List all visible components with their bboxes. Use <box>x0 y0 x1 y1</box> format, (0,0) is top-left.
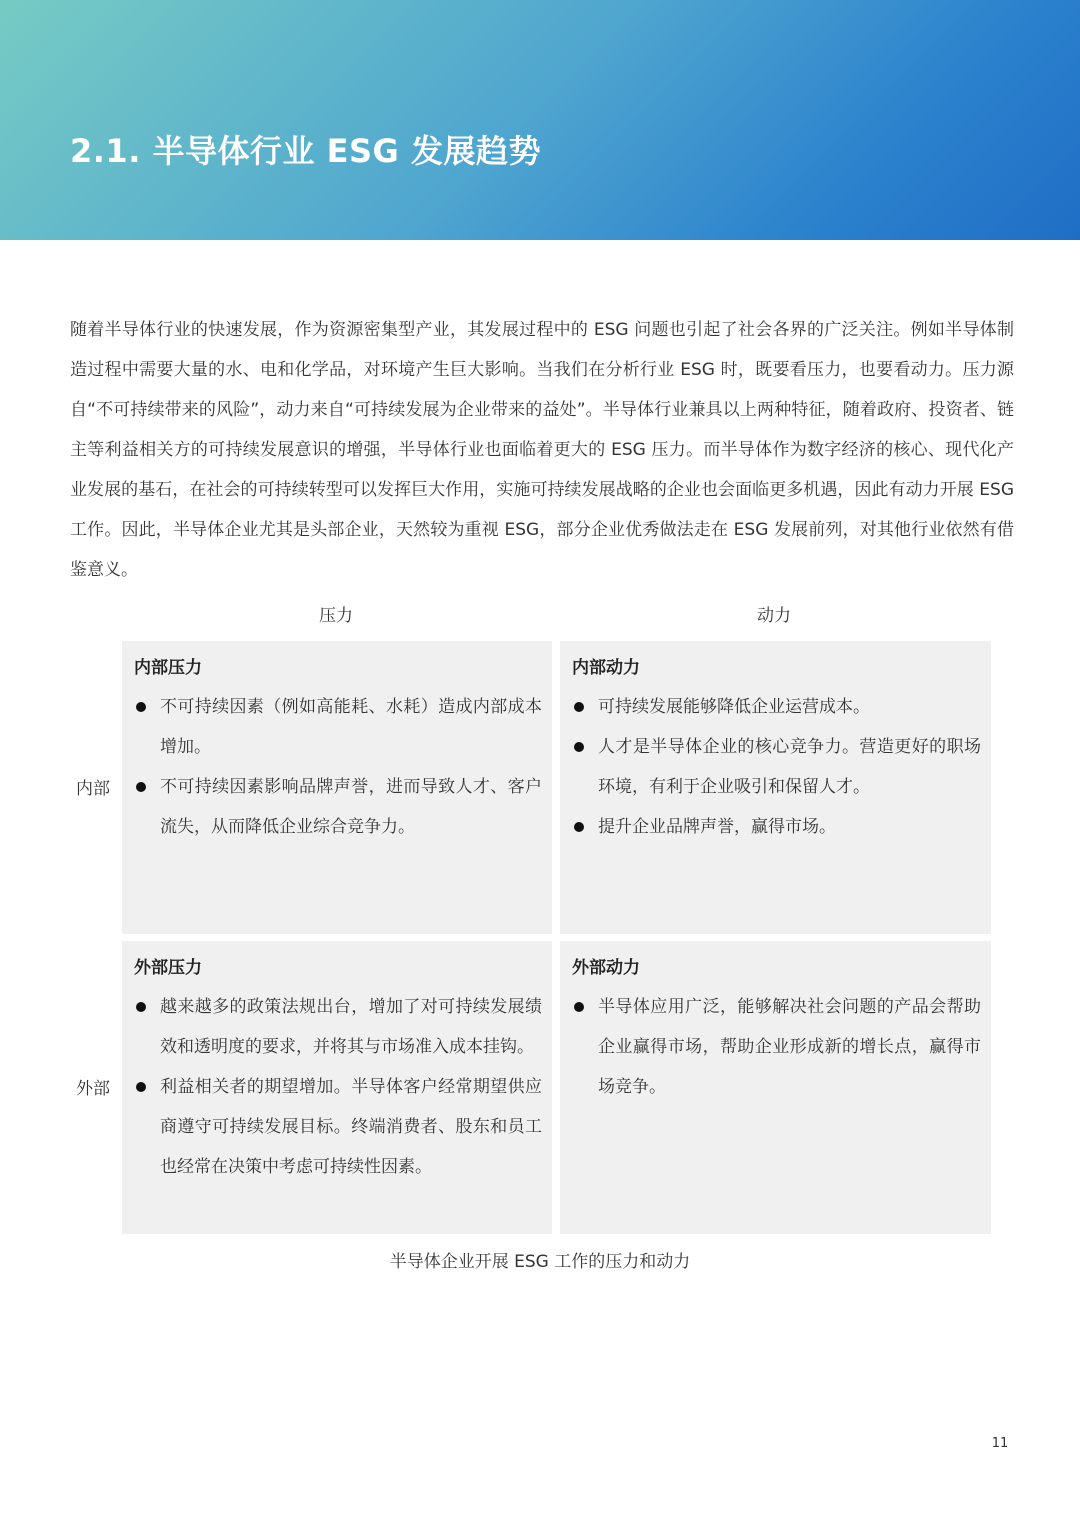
bullet-icon <box>574 702 584 712</box>
bullet-list <box>572 687 981 847</box>
list-item <box>134 1067 542 1187</box>
list-item <box>572 807 981 847</box>
header-banner <box>0 0 1080 240</box>
figure-caption: 半导体企业开展 ESG 工作的压力和动力 <box>389 1252 691 1272</box>
column-header-pressure: 压力 <box>319 606 353 626</box>
row-header-external: 外部 <box>76 1079 110 1099</box>
list-item <box>572 987 981 1107</box>
list-item <box>134 767 542 847</box>
bullet-icon <box>136 782 146 792</box>
list-item <box>134 987 542 1067</box>
column-header-driver: 动力 <box>757 606 791 626</box>
bullet-icon <box>574 1002 584 1012</box>
bullet-list <box>134 987 542 1187</box>
bullet-list <box>134 687 542 847</box>
cell-internal-pressure <box>122 641 552 934</box>
list-item-text: 可持续发展能够降低企业运营成本。 <box>598 697 870 717</box>
cell-title: 内部动力 <box>572 658 640 678</box>
section-title: 2.1. 半导体行业 ESG 发展趋势 <box>70 132 541 170</box>
intro-paragraph: 随着半导体行业的快速发展，作为资源密集型产业，其发展过程中的 ESG 问题也引起了社会各界的广泛关注。例如半导体制造过程中需要大量的水、电和化学品，对环境产生巨大影响。当我们在分析行业 ESG 时，既要看压力，也要看动力。压力源自“不可持续带来的风险”，动力来自“可持续发展为企业带来的益处”。半导体行业兼具以上两种特征，随着政府、投资者、链主等利益相关方的可持续发展意识的增强，半导体行业也面临着更大的 ESG 压力。而半导体作为数字经济的核心、现代化产业发展的基石，在社会的可持续转型可以发挥巨大作用，实施可持续发展战略的企业也会面临更多机遇，因此有动力开展 ESG 工作。因此，半导体企业尤其是头部企业，天然较为重视 ESG，部分企业优秀做法走在 ESG 发展前列，对其他行业依然有借鉴意义。 <box>70 320 1014 580</box>
bullet-icon <box>574 822 584 832</box>
cell-title: 内部压力 <box>134 658 202 678</box>
list-item-text: 越来越多的政策法规出台，增加了对可持续发展绩效和透明度的要求，并将其与市场准入成本挂钩。 <box>160 997 542 1057</box>
cell-external-driver <box>560 941 991 1234</box>
cell-internal-driver <box>560 641 991 934</box>
bullet-icon <box>136 1002 146 1012</box>
cell-title: 外部动力 <box>572 958 640 978</box>
list-item-text: 半导体应用广泛，能够解决社会问题的产品会帮助企业赢得市场，帮助企业形成新的增长点，赢得市场竞争。 <box>598 997 981 1097</box>
list-item-text: 提升企业品牌声誉，赢得市场。 <box>598 817 836 837</box>
list-item <box>572 727 981 807</box>
bullet-icon <box>136 1082 146 1092</box>
list-item-text: 人才是半导体企业的核心竞争力。营造更好的职场环境，有利于企业吸引和保留人才。 <box>598 737 981 797</box>
bullet-icon <box>136 702 146 712</box>
bullet-icon <box>574 742 584 752</box>
bullet-list <box>572 987 981 1107</box>
cell-title: 外部压力 <box>134 958 202 978</box>
list-item <box>572 687 981 727</box>
list-item-text: 利益相关者的期望增加。半导体客户经常期望供应商遵守可持续发展目标。终端消费者、股东和员工也经常在决策中考虑可持续性因素。 <box>160 1077 542 1177</box>
list-item-text: 不可持续因素（例如高能耗、水耗）造成内部成本增加。 <box>160 697 542 757</box>
list-item <box>134 687 542 767</box>
row-header-internal: 内部 <box>76 779 110 799</box>
page-number: 11 <box>991 1436 1009 1451</box>
cell-external-pressure <box>122 941 552 1234</box>
list-item-text: 不可持续因素影响品牌声誉，进而导致人才、客户流失，从而降低企业综合竞争力。 <box>160 777 542 837</box>
